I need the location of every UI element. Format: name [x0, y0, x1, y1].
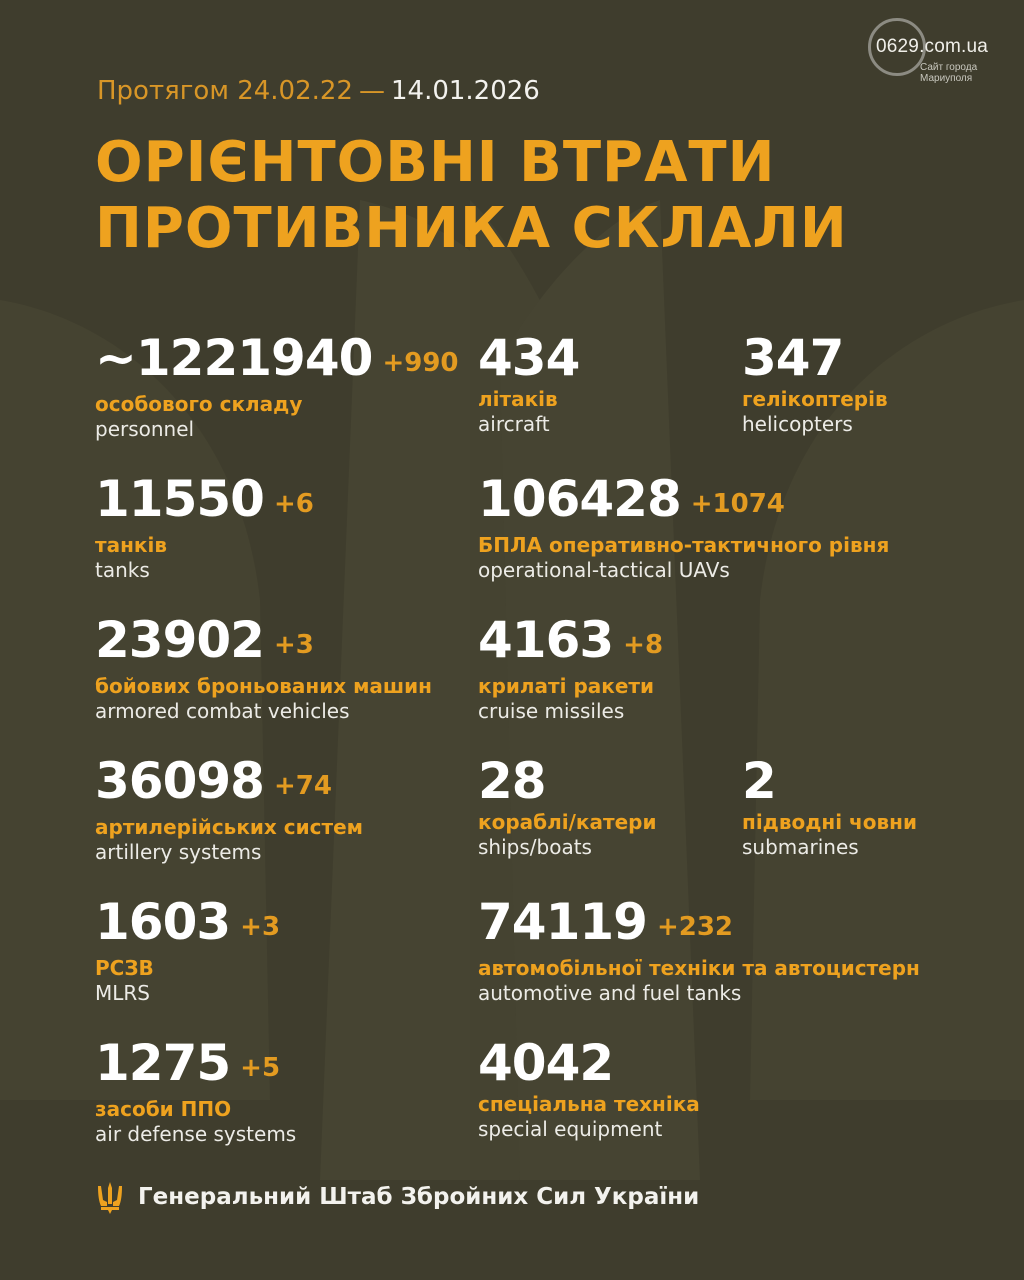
title-line-2: ПРОТИВНИКА СКЛАЛИ — [95, 196, 848, 261]
stat-ships — [478, 753, 656, 859]
stat-label-en: submarines — [742, 835, 859, 859]
stat-label-en: MLRS — [95, 981, 150, 1005]
period-range — [97, 76, 540, 106]
trident-icon — [96, 1180, 124, 1214]
stat-value: 347 — [742, 329, 844, 387]
stat-label-ua: літаків — [478, 387, 558, 411]
stat-value: 1603 — [95, 893, 231, 951]
period-end: 14.01.2026 — [390, 76, 540, 106]
stat-value: 74119 — [478, 893, 647, 951]
stat-delta: +232 — [656, 912, 734, 942]
stat-air-defense — [95, 1035, 296, 1146]
stat-personnel — [95, 330, 459, 441]
stat-label-ua: танків — [95, 533, 167, 557]
stat-label-en: tanks — [95, 558, 150, 582]
stat-submarines — [742, 753, 917, 859]
logo-subtitle: Сайт города Мариуполя — [920, 62, 978, 84]
stat-uavs — [478, 471, 889, 582]
stat-label-ua: підводні човни — [742, 810, 917, 834]
site-logo[interactable] — [868, 18, 1018, 88]
stat-special-equipment — [478, 1035, 700, 1141]
title-line-1: ОРІЄНТОВНІ ВТРАТИ — [95, 130, 776, 195]
stat-value: 28 — [478, 752, 546, 810]
stat-delta: +6 — [273, 489, 314, 519]
stat-label-en: armored combat vehicles — [95, 699, 350, 723]
stat-value: ~1221940 — [95, 329, 373, 387]
stat-value: 4163 — [478, 611, 614, 669]
stat-label-ua: спеціальна техніка — [478, 1092, 700, 1116]
stat-label-en: special equipment — [478, 1117, 663, 1141]
stat-delta: +3 — [273, 630, 314, 660]
logo-text: 0629.com.ua — [876, 36, 989, 57]
stat-label-en: operational-tactical UAVs — [478, 558, 730, 582]
stat-cruise-missiles — [478, 612, 663, 723]
footer — [96, 1180, 699, 1214]
stat-label-en: helicopters — [742, 412, 853, 436]
stat-label-ua: особового складу — [95, 392, 303, 416]
stat-delta: +5 — [240, 1053, 281, 1083]
stat-label-en: artillery systems — [95, 840, 262, 864]
stat-value: 23902 — [95, 611, 264, 669]
stat-helicopters — [742, 330, 888, 436]
stat-label-en: automotive and fuel tanks — [478, 981, 742, 1005]
stat-label-ua: гелікоптерів — [742, 387, 888, 411]
stat-value: 36098 — [95, 752, 264, 810]
stat-delta: +3 — [240, 912, 281, 942]
stat-aircraft — [478, 330, 579, 436]
stat-label-ua: крилаті ракети — [478, 674, 655, 698]
stat-delta: +990 — [382, 348, 459, 378]
stat-label-en: aircraft — [478, 412, 550, 436]
stat-value: 11550 — [95, 470, 264, 528]
stat-delta: +8 — [623, 630, 664, 660]
stat-vehicles — [478, 894, 920, 1005]
stat-label-ua: бойових броньованих машин — [95, 674, 432, 698]
stat-delta: +1074 — [690, 489, 785, 519]
footer-text: Генеральний Штаб Збройних Сил України — [138, 1184, 700, 1210]
stat-label-en: ships/boats — [478, 835, 592, 859]
stat-label-ua: автомобільної техніки та автоцистерн — [478, 956, 920, 980]
stat-mlrs — [95, 894, 280, 1005]
period-start: Протягом 24.02.22 — [97, 76, 353, 106]
stat-label-ua: кораблі/катери — [478, 810, 657, 834]
stat-label-en: cruise missiles — [478, 699, 625, 723]
period-dash: — — [358, 76, 385, 106]
stat-value: 4042 — [478, 1034, 614, 1092]
stat-artillery — [95, 753, 363, 864]
stat-delta: +74 — [273, 771, 332, 801]
stat-label-ua: засоби ППО — [95, 1097, 232, 1121]
stat-label-en: air defense systems — [95, 1122, 297, 1146]
stat-label-ua: БПЛА оперативно-тактичного рівня — [478, 533, 890, 557]
stat-acv — [95, 612, 432, 723]
stat-value: 2 — [742, 752, 776, 810]
stat-value: 106428 — [478, 470, 681, 528]
stat-label-ua: РСЗВ — [95, 956, 154, 980]
page-title — [95, 130, 848, 262]
stat-value: 1275 — [95, 1034, 231, 1092]
stat-label-ua: артилерійських систем — [95, 815, 363, 839]
stat-value: 434 — [478, 329, 580, 387]
stat-tanks — [95, 471, 314, 582]
stat-label-en: personnel — [95, 417, 195, 441]
